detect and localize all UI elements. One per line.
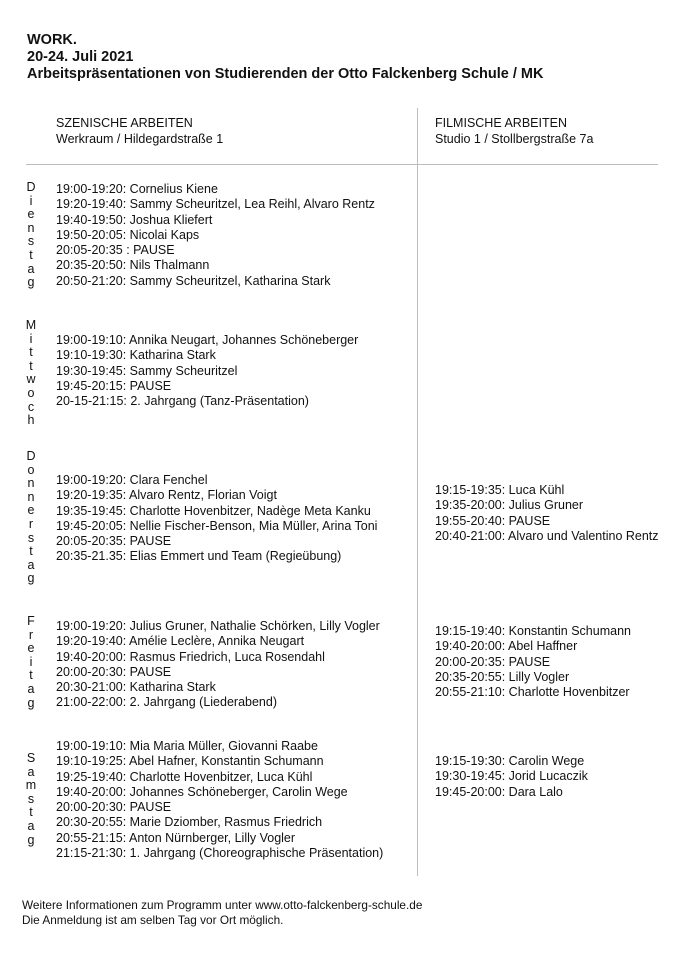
day-label-letter: a bbox=[27, 261, 35, 276]
column-location-szenisch: Werkraum / Hildegardstraße 1 bbox=[56, 132, 224, 146]
schedule-entry: 19:00-19:20: Clara Fenchel bbox=[56, 473, 208, 487]
day-label-letter: t bbox=[29, 668, 33, 683]
footer-registration: Die Anmeldung ist am selben Tag vor Ort möglich. bbox=[22, 913, 284, 927]
schedule-entry: 20:35-20:50: Nils Thalmann bbox=[56, 258, 210, 273]
day-label-letter: r bbox=[28, 516, 34, 531]
day-label-dienstag bbox=[24, 181, 38, 290]
schedule-entry: 19:40-20:00: Johannes Schöneberger, Carolin Wege bbox=[56, 784, 348, 799]
schedule-entry: 20:55-21:10: Charlotte Hovenbitzer bbox=[435, 685, 630, 700]
schedule-entry: 19:15-19:35: Luca Kühl bbox=[435, 483, 565, 497]
day-label-letter: a bbox=[27, 681, 35, 696]
schedule-entry: 19:15-19:40: Konstantin Schumann bbox=[435, 624, 631, 638]
day-label-freitag bbox=[24, 615, 38, 710]
schedule-entry: 20:35-21.35: Elias Emmert und Team (Regieübung) bbox=[56, 549, 342, 564]
day-label-letter: a bbox=[27, 764, 35, 779]
day-label-letter: g bbox=[27, 695, 35, 710]
schedule-entry: 19:30-19:45: Jorid Lucaczik bbox=[435, 769, 588, 784]
day-label-letter: i bbox=[29, 193, 33, 208]
schedule-entry: 20:55-21:15: Anton Nürnberger, Lilly Vogler bbox=[56, 830, 296, 845]
day-label-letter: r bbox=[28, 627, 34, 642]
schedule-entry: 20:00-20:30: PAUSE bbox=[56, 664, 172, 679]
szenisch-list-dienstag bbox=[56, 182, 375, 289]
schedule-entry: 20:30-20:55: Marie Dziomber, Rasmus Friedrich bbox=[56, 815, 323, 830]
column-location-filmisch: Studio 1 / Stollbergstraße 7a bbox=[435, 132, 594, 146]
column-header-szenisch bbox=[56, 115, 223, 147]
day-label-letter: n bbox=[27, 476, 35, 491]
schedule-entry: 19:00-19:20: Julius Gruner, Nathalie Schörken, Lilly Vogler bbox=[56, 619, 380, 633]
day-label-letter: o bbox=[27, 462, 35, 477]
schedule-entry: 19:00-19:10: Annika Neugart, Johannes Schöneberger bbox=[56, 333, 359, 347]
schedule-entry: 19:20-19:35: Alvaro Rentz, Florian Voigt bbox=[56, 488, 277, 503]
day-label-letter: i bbox=[29, 331, 33, 346]
day-label-letter: t bbox=[29, 358, 33, 373]
day-label-letter: e bbox=[27, 641, 35, 656]
filmisch-list-donnerstag bbox=[435, 483, 659, 544]
day-label-letter: s bbox=[27, 530, 35, 545]
schedule-entry: 19:10-19:30: Katharina Stark bbox=[56, 348, 216, 363]
schedule-entry: 19:30-19:45: Sammy Scheuritzel bbox=[56, 363, 238, 378]
page-footer bbox=[22, 898, 422, 928]
header-title: WORK. bbox=[27, 32, 77, 48]
day-label-samstag bbox=[24, 752, 38, 847]
schedule-entry: 19:00-19:20: Cornelius Kiene bbox=[56, 182, 218, 196]
day-label-donnerstag bbox=[24, 450, 38, 586]
schedule-entry: 19:50-20:05: Nicolai Kaps bbox=[56, 227, 200, 242]
day-label-letter: a bbox=[27, 557, 35, 572]
schedule-entry: 19:25-19:40: Charlotte Hovenbitzer, Luca Kühl bbox=[56, 769, 313, 784]
schedule-entry: 19:35-19:45: Charlotte Hovenbitzer, Nadège Meta Kanku bbox=[56, 503, 371, 518]
day-label-letter: D bbox=[26, 449, 36, 463]
day-label-letter: M bbox=[25, 318, 37, 332]
schedule-entry: 20:00-20:30: PAUSE bbox=[56, 800, 172, 815]
schedule-entry: 20:50-21:20: Sammy Scheuritzel, Katharina Stark bbox=[56, 273, 331, 288]
day-label-letter: t bbox=[29, 544, 33, 559]
day-label-letter: t bbox=[29, 247, 33, 262]
filmisch-list-freitag bbox=[435, 624, 631, 700]
schedule-entry: 19:45-20:05: Nellie Fischer-Benson, Mia Müller, Arina Toni bbox=[56, 518, 378, 533]
day-label-letter: s bbox=[27, 234, 35, 249]
schedule-entry: 20:35-20:55: Lilly Vogler bbox=[435, 669, 570, 684]
schedule-entry: 19:45-20:00: Dara Lalo bbox=[435, 784, 563, 799]
day-label-mittwoch bbox=[24, 319, 38, 428]
szenisch-list-donnerstag bbox=[56, 473, 377, 565]
day-label-letter: g bbox=[27, 571, 35, 586]
header-subtitle: Arbeitspräsentationen von Studierenden der Otto Falckenberg Schule / MK bbox=[27, 66, 544, 82]
header-divider bbox=[26, 164, 658, 165]
day-label-letter: w bbox=[26, 372, 36, 387]
schedule-entry: 21:00-22:00: 2. Jahrgang (Liederabend) bbox=[56, 695, 277, 710]
schedule-entry: 19:15-19:30: Carolin Wege bbox=[435, 754, 585, 768]
schedule-entry: 19:40-20:00: Abel Haffner bbox=[435, 639, 578, 654]
szenisch-list-mittwoch bbox=[56, 333, 358, 409]
day-label-letter: m bbox=[25, 778, 37, 793]
schedule-entry: 19:55-20:40: PAUSE bbox=[435, 513, 551, 528]
schedule-entry: 19:10-19:25: Abel Hafner, Konstantin Schumann bbox=[56, 754, 324, 769]
day-label-letter: o bbox=[27, 385, 35, 400]
page-header bbox=[27, 32, 543, 83]
schedule-entry: 19:40-20:00: Rasmus Friedrich, Luca Rosendahl bbox=[56, 649, 325, 664]
day-label-letter: t bbox=[29, 345, 33, 360]
schedule-entry: 20:30-21:00: Katharina Stark bbox=[56, 680, 216, 695]
day-label-letter: e bbox=[27, 503, 35, 518]
day-label-letter: a bbox=[27, 818, 35, 833]
day-label-letter: g bbox=[27, 275, 35, 290]
schedule-entry: 19:40-19:50: Joshua Kliefert bbox=[56, 212, 213, 227]
day-label-letter: c bbox=[27, 399, 35, 414]
day-label-letter: s bbox=[27, 791, 35, 806]
day-label-letter: S bbox=[26, 751, 36, 765]
day-label-letter: n bbox=[27, 220, 35, 235]
szenisch-list-samstag bbox=[56, 739, 383, 861]
day-label-letter: D bbox=[26, 180, 36, 194]
schedule-entry: 19:35-20:00: Julius Gruner bbox=[435, 498, 584, 513]
filmisch-list-samstag bbox=[435, 754, 588, 800]
schedule-entry: 20-15-21:15: 2. Jahrgang (Tanz-Präsentation) bbox=[56, 394, 309, 409]
footer-info: Weitere Informationen zum Programm unter www.otto-falckenberg-schule.de bbox=[22, 898, 423, 912]
column-title-filmisch: FILMISCHE ARBEITEN bbox=[435, 116, 567, 130]
day-label-letter: e bbox=[27, 207, 35, 222]
schedule-entry: 19:45-20:15: PAUSE bbox=[56, 378, 172, 393]
column-header-filmisch bbox=[435, 115, 593, 147]
day-label-letter: h bbox=[27, 413, 35, 428]
day-label-letter: i bbox=[29, 654, 33, 669]
schedule-entry: 19:20-19:40: Amélie Leclère, Annika Neugart bbox=[56, 634, 305, 649]
day-label-letter: t bbox=[29, 805, 33, 820]
schedule-entry: 19:00-19:10: Mia Maria Müller, Giovanni Raabe bbox=[56, 739, 318, 753]
schedule-entry: 20:40-21:00: Alvaro und Valentino Rentz bbox=[435, 528, 659, 543]
schedule-entry: 20:00-20:35: PAUSE bbox=[435, 654, 551, 669]
schedule-entry: 19:20-19:40: Sammy Scheuritzel, Lea Reihl, Alvaro Rentz bbox=[56, 197, 375, 212]
schedule-entry: 20:05-20:35: PAUSE bbox=[56, 534, 172, 549]
day-label-letter: g bbox=[27, 832, 35, 847]
header-dates: 20-24. Juli 2021 bbox=[27, 49, 134, 65]
schedule-entry: 20:05-20:35 : PAUSE bbox=[56, 243, 175, 258]
day-label-letter: F bbox=[27, 614, 35, 628]
column-divider bbox=[417, 108, 418, 876]
szenisch-list-freitag bbox=[56, 619, 380, 711]
schedule-entry: 21:15-21:30: 1. Jahrgang (Choreographische Präsentation) bbox=[56, 846, 384, 861]
day-label-letter: n bbox=[27, 489, 35, 504]
column-title-szenisch: SZENISCHE ARBEITEN bbox=[56, 116, 193, 130]
